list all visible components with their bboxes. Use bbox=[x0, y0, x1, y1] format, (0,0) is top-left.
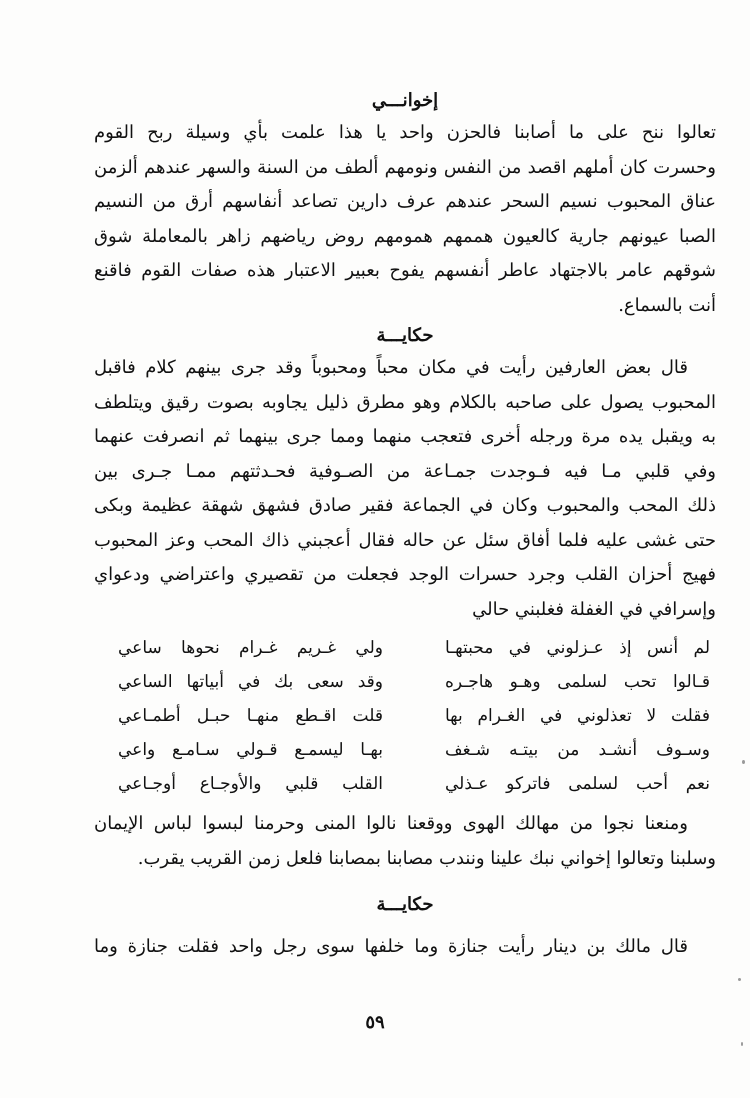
section-paragraph bbox=[94, 807, 716, 876]
poem-verse bbox=[94, 767, 716, 801]
poem-verse bbox=[94, 699, 716, 733]
text-line: وإسرافي في الغفلة فغلبني حالي bbox=[472, 598, 716, 620]
section-paragraph bbox=[94, 116, 716, 323]
text-line: المحبوب يصول على صاحبه بالكلام وهو مطرق ذليل يجاوبه بصوت رقيق ويتلطف bbox=[94, 391, 716, 413]
verse-first-hemistich: وسـوف أنشـد من بيتـه شـغف bbox=[445, 740, 710, 760]
verse-second-hemistich: القلب قلبي والأوجـاع أوجـاعي bbox=[118, 774, 383, 794]
verse-second-hemistich: قلت اقـطع منهـا حبـل أطمـاعي bbox=[118, 706, 383, 726]
scan-speck bbox=[738, 978, 741, 981]
page-content bbox=[94, 86, 716, 965]
verse-first-hemistich: قـالوا تحب لسلمى وهـو هاجـره bbox=[445, 672, 710, 692]
text-line: ذلك المحب والمحبوب وكان في الجماعة فقير صادق فشهق شهقة عظيمة وبكى bbox=[94, 495, 716, 516]
verse-second-hemistich: وقد سعى بك في أبياتها الساعي bbox=[118, 672, 383, 692]
text-line: به ويقبل يده مرة ورجله أخرى فتعجب منهما ومما جرى بينهما ثم انصرفت عنهما bbox=[94, 426, 716, 447]
verse-first-hemistich: فقلت لا تعذلوني في الغـرام بها bbox=[445, 706, 710, 726]
poem-verse bbox=[94, 631, 716, 665]
page-number: ٥٩ bbox=[365, 1012, 385, 1033]
text-line: الصبا عيونهم جارية كالعيون هممهم همومهم روض رياضهم زاهر بالمعاملة شوق bbox=[94, 225, 716, 247]
text-line: تعالوا ننح على ما أصابنا فالحزن واحد يا هذا علمت بأي وسيلة ربح القوم bbox=[94, 122, 716, 143]
text-line: فهيج أحزان القلب وجرد حسرات الوجد فجعلت من تقصيري واعتراضي ودعواي bbox=[94, 564, 716, 585]
poem-verse bbox=[94, 665, 716, 699]
poem-verse bbox=[94, 733, 716, 767]
section-heading-ikhwani: إخوانـــي bbox=[371, 90, 439, 111]
text-line: وحسرت كان أملهم اقصد من النفس ونومهم ألطف من السنة والسهر عندهم ألزمن bbox=[94, 156, 716, 178]
section-heading-hikaya: حكايـــة bbox=[376, 325, 434, 346]
verse-first-hemistich: نعم أحب لسلمى فاتركو عـذلي bbox=[445, 774, 710, 794]
text-line: أنت بالسماع. bbox=[618, 294, 716, 316]
scan-speck bbox=[741, 1042, 743, 1046]
text-line: شوقهم عامر بالاجتهاد عاطر أنفسهم يفوح بعبير الاعتبار هذه صفات القوم فاقنع bbox=[94, 260, 716, 281]
text-line: ومنعنا نجوا من مهالك الهوى ووقعنا نالوا المنى وحرمنا لبسوا لباس الإيمان bbox=[94, 813, 688, 834]
section-paragraph bbox=[94, 930, 716, 965]
verse-second-hemistich: بهـا ليسمـع قـولي سـامـع واعي bbox=[118, 740, 383, 760]
text-line: عناق المحبوب نسيم السحر عندهم عرف دارين تصاعد أنفاسهم أرق من النسيم bbox=[94, 191, 716, 212]
text-line: حتى غشى عليه فلما أفاق سئل عن حاله فقال أعجبني ذاك المحب وعز المحبوب bbox=[94, 529, 716, 551]
section-heading-hikaya: حكايـــة bbox=[376, 894, 434, 915]
verse-second-hemistich: ولي غـريم غـرام نحوها ساعي bbox=[118, 638, 383, 658]
text-line: قال بعض العارفين رأيت في مكان محباً ومحبوباً وقد جرى بينهم كلام فاقبل bbox=[94, 357, 688, 378]
text-line: وسلبنا وتعالوا إخواني نبك علينا ونندب مصابنا بمصابنا فلعل زمن القريب يقرب. bbox=[137, 847, 716, 869]
poem bbox=[94, 631, 716, 801]
section-paragraph bbox=[94, 351, 716, 627]
text-line: قال مالك بن دينار رأيت جنازة وما خلفها سوى رجل واحد فقلت جنازة وما bbox=[94, 936, 688, 957]
scan-speck bbox=[742, 760, 745, 764]
verse-first-hemistich: لم أنس إذ عـزلوني في محبتهـا bbox=[445, 638, 710, 658]
text-line: وفي قلبي مـا فيه فـوجدت جمـاعة من الصـوفية فحـدثتهم ممـا جـرى بين bbox=[94, 460, 716, 482]
